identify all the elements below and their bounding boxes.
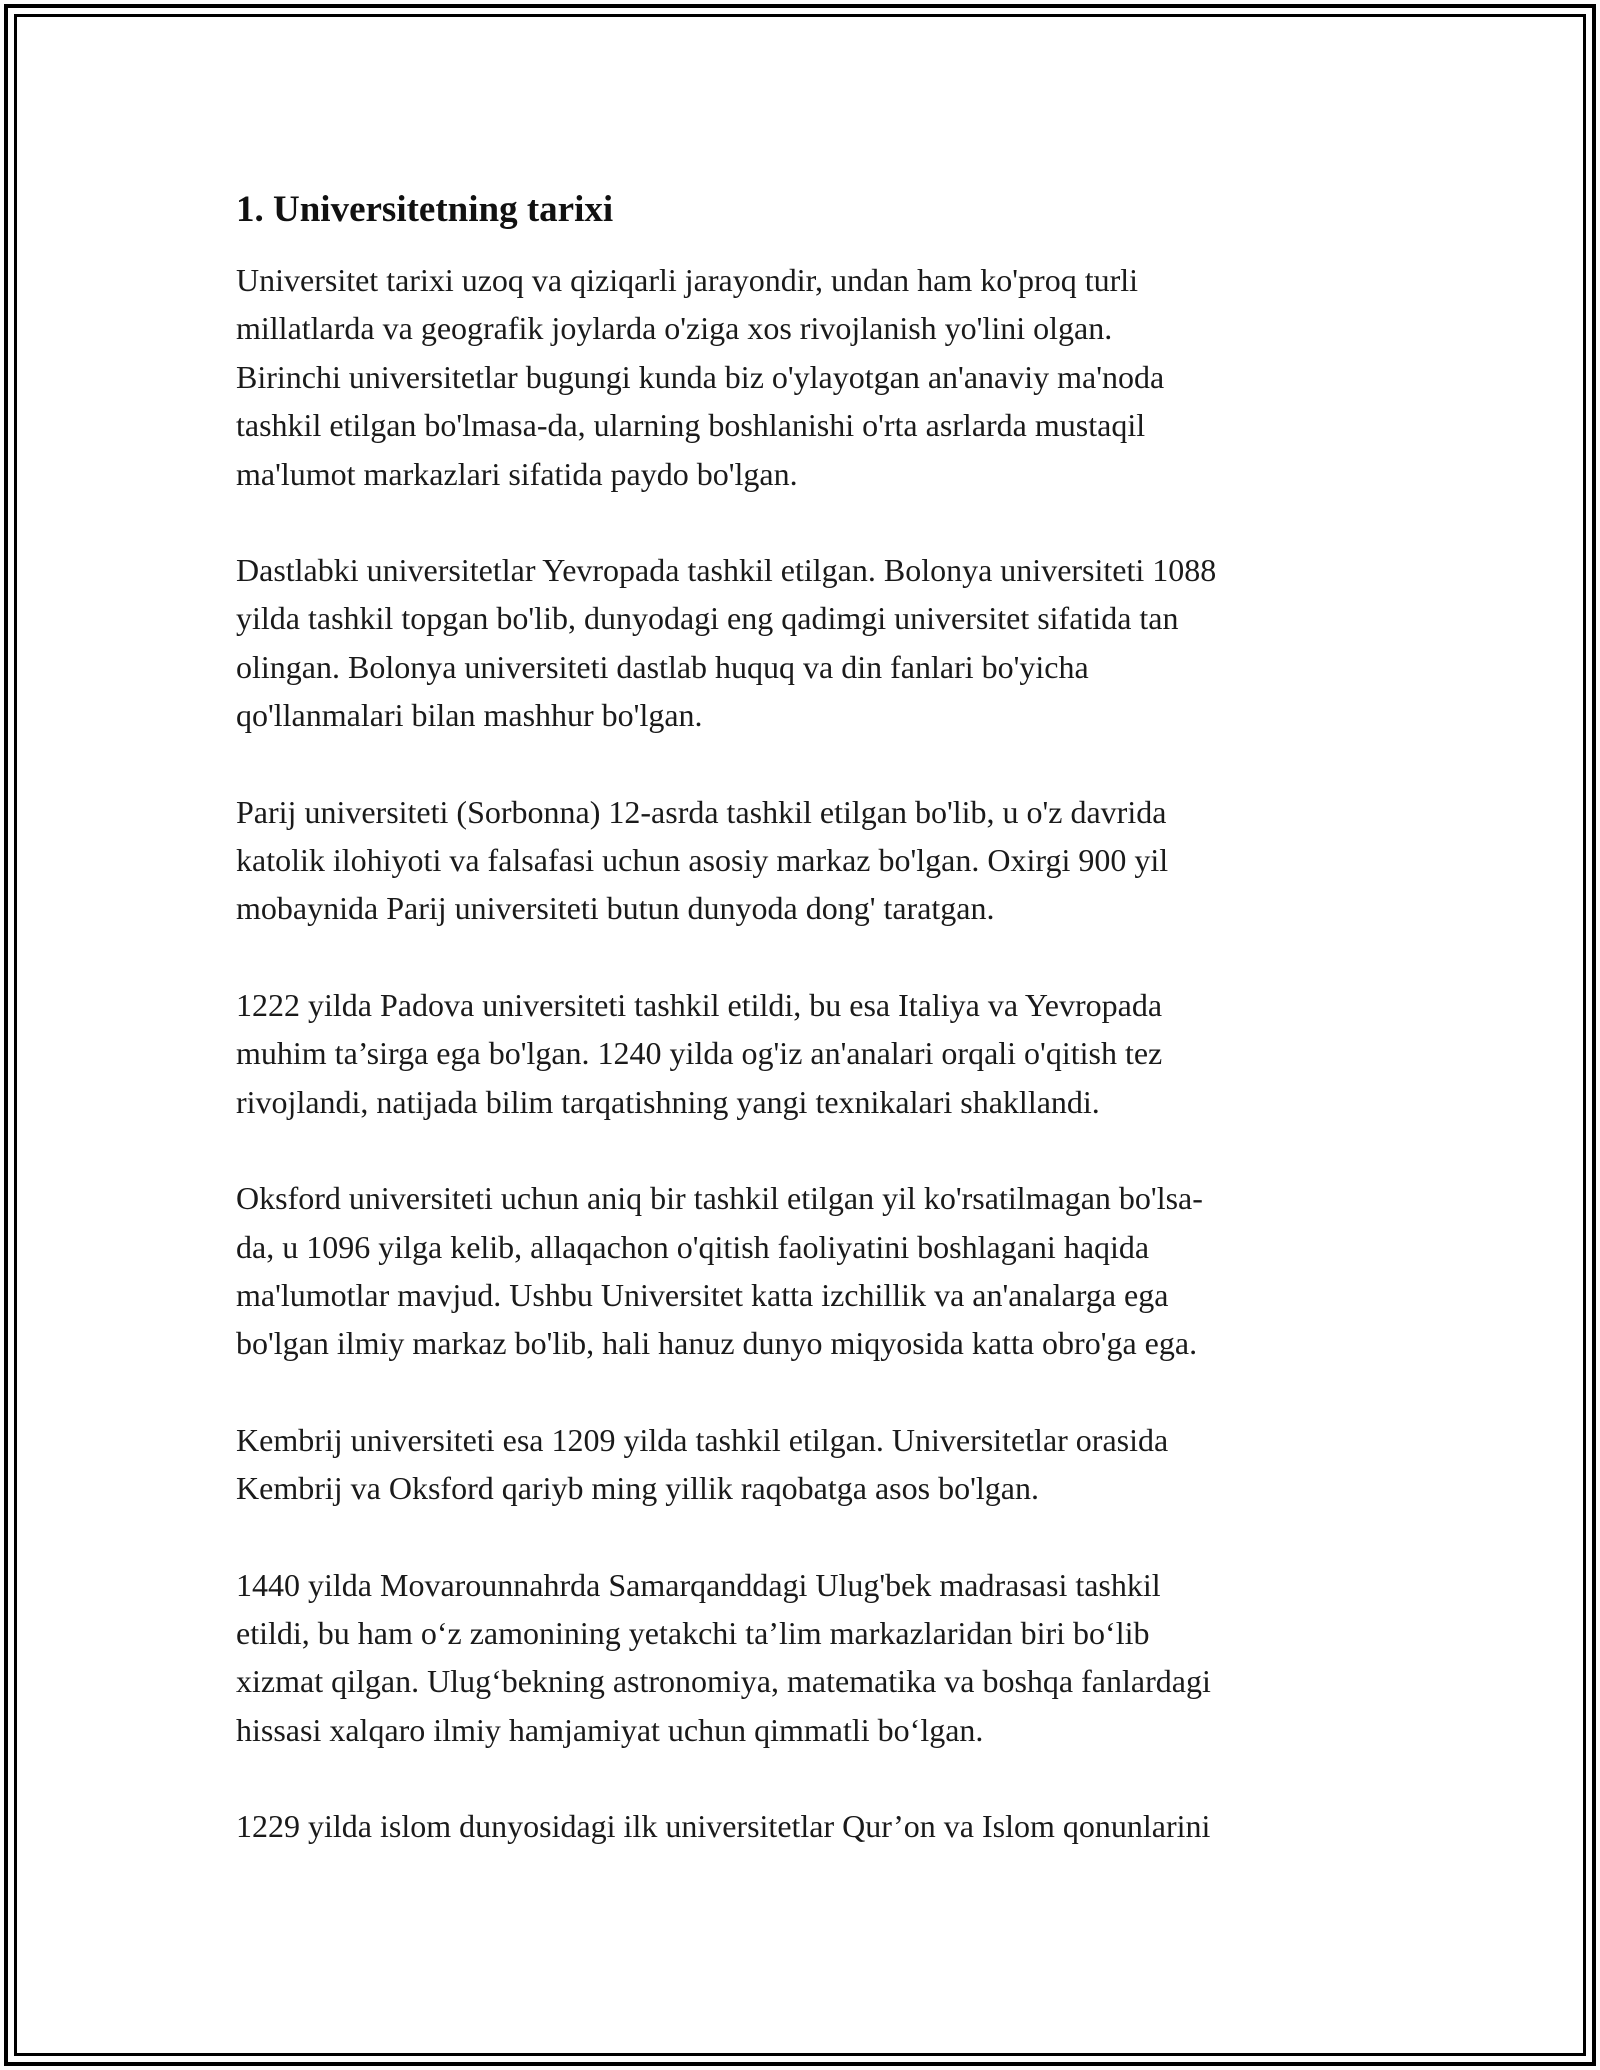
paragraph-cambridge: Kembrij universiteti esa 1209 yilda tashkil etilgan. Universitetlar orasida Kembrij va Oksford qariyb ming yillik raqobatga asos bo'lgan. (236, 1421, 1169, 1507)
paragraph-oxford: Oksford universiteti uchun aniq bir tashkil etilgan yil ko'rsatilmagan bo'lsa- da, u 1096 yilga kelib, allaqachon o'qitish faoliyatini boshlagani haqida ma'lumotlar mavjud. Ushbu Universitet katta izchillik va an'analarga ega bo'lgan ilmiy markaz bo'lib, hali hanuz dunyo miqyosida katta obro'ga ega. (236, 1180, 1203, 1362)
paragraph-bologna: Dastlabki universitetlar Yevropada tashkil etilgan. Bolonya universiteti 1088 yilda tashkil topgan bo'lib, dunyodagi eng qadimgi universitet sifatida tan olingan. Bolonya universiteti dastlab huquq va din fanlari bo'yicha qo'llanmalari bilan mashhur bo'lgan. (236, 552, 1217, 734)
paragraph-paris: Parij universiteti (Sorbonna) 12-asrda tashkil etilgan bo'lib, u o'z davrida katolik ilohiyoti va falsafasi uchun asosiy markaz bo'lgan. Oxirgi 900 yil mobaynida Parij universiteti butun dunyoda dong' taratgan. (236, 793, 1169, 927)
paragraph-intro: Universitet tarixi uzoq va qiziqarli jarayondir, undan ham ko'proq turli millatlarda va geografik joylarda o'ziga xos rivojlanish yo'lini olgan. Birinchi universitetlar bugungi kunda biz o'ylayotgan an'anaviy ma'noda tashkil etilgan bo'lmasa-da, ularning boshlanishi o'rta asrlarda mustaqil ma'lumot markazlari sifatida paydo bo'lgan. (236, 262, 1165, 492)
document-body (236, 186, 1376, 1899)
paragraph-padova: 1222 yilda Padova universiteti tashkil etildi, bu esa Italiya va Yevropada muhim ta’sirga ega bo'lgan. 1240 yilda og'iz an'analari orqali o'qitish tez rivojlandi, natijada bilim tarqatishning yangi texnikalari shakllandi. (236, 986, 1163, 1120)
paragraph-ulugbek: 1440 yilda Movarounnahrda Samarqanddagi Ulug'bek madrasasi tashkil etildi, bu ham o‘z zamonining yetakchi ta’lim markazlaridan biri bo‘lib xizmat qilgan. Ulug‘bekning astronomiya, matematika va boshqa fanlardagi hissasi xalqaro ilmiy hamjamiyat uchun qimmatli bo‘lgan. (236, 1566, 1211, 1748)
paragraph-islamic: 1229 yilda islom dunyosidagi ilk universitetlar Qur’on va Islom qonunlarini (236, 1808, 1211, 1845)
section-heading: 1. Universitetning tarixi (236, 189, 614, 230)
